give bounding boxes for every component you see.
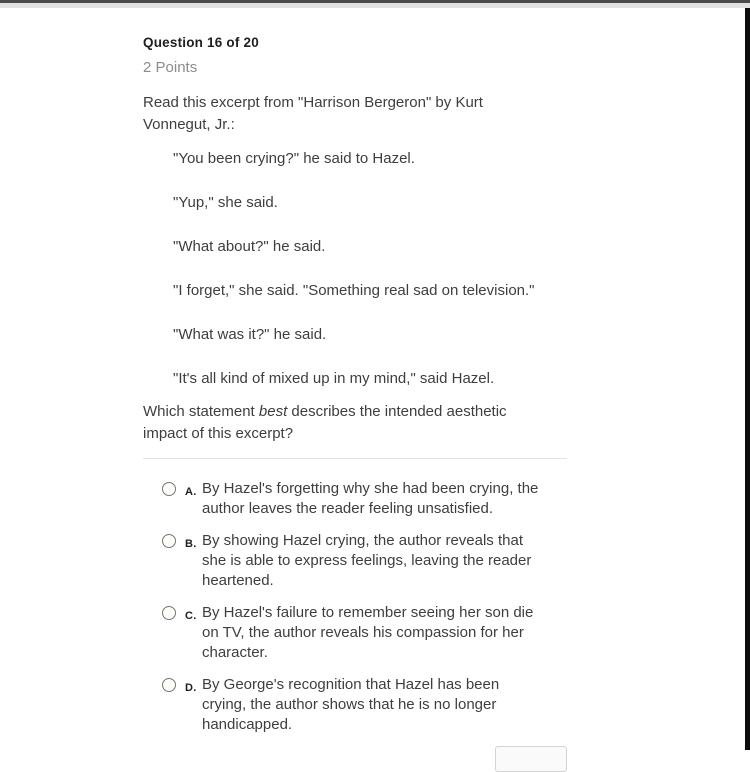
excerpt-paragraph: "What was it?" he said. — [173, 326, 327, 343]
stem-text: Which statement — [143, 403, 259, 420]
option-letter-d: D. — [185, 682, 197, 694]
radio-button-a[interactable] — [162, 482, 176, 496]
question-counter: Question 16 of 20 — [143, 35, 259, 50]
stem-text: impact of this excerpt? — [143, 425, 294, 442]
right-edge-strip — [745, 8, 750, 750]
option-text-c: By Hazel's failure to remember seeing her son die on TV, the author reveals his compassion for her character. — [202, 604, 534, 661]
option-letter-b: B. — [185, 538, 197, 550]
intro-line-2: Vonnegut, Jr.: — [143, 116, 235, 133]
points-label: 2 Points — [143, 59, 198, 76]
stem-text: describes the intended aesthetic — [287, 403, 507, 420]
question-panel — [143, 35, 567, 747]
answer-option-d[interactable] — [143, 675, 567, 735]
excerpt-paragraph: "What about?" he said. — [173, 238, 326, 255]
radio-button-d[interactable] — [162, 678, 176, 692]
option-text-a: By Hazel's forgetting why she had been crying, the author leaves the reader feeling unsatisfied. — [202, 480, 539, 517]
option-text-d: By George's recognition that Hazel has been crying, the author shows that he is no longer handicapped. — [202, 676, 500, 733]
option-letter-a: A. — [185, 486, 197, 498]
excerpt-paragraph: "Yup," she said. — [173, 194, 278, 211]
excerpt-paragraph: "You been crying?" he said to Hazel. — [173, 150, 415, 167]
stem-italic-word: best — [258, 403, 288, 420]
answer-option-c[interactable] — [143, 603, 567, 663]
answer-option-b[interactable] — [143, 531, 567, 591]
radio-button-c[interactable] — [162, 606, 176, 620]
answer-option-a[interactable] — [143, 479, 567, 519]
excerpt-block — [173, 149, 567, 389]
radio-button-b[interactable] — [162, 534, 176, 548]
top-chrome-bar — [0, 0, 750, 8]
question-stem — [143, 401, 567, 445]
answer-options-list — [143, 459, 567, 735]
excerpt-paragraph: "I forget," she said. "Something real sad on television." — [173, 282, 535, 299]
option-text-b: By showing Hazel crying, the author reveals that she is able to express feelings, leaving the reader heartened. — [202, 532, 532, 589]
option-letter-c: C. — [185, 610, 197, 622]
intro-line-1: Read this excerpt from "Harrison Bergeron" by Kurt — [143, 94, 483, 111]
question-intro — [143, 92, 567, 136]
excerpt-paragraph: "It's all kind of mixed up in my mind," said Hazel. — [173, 370, 495, 387]
